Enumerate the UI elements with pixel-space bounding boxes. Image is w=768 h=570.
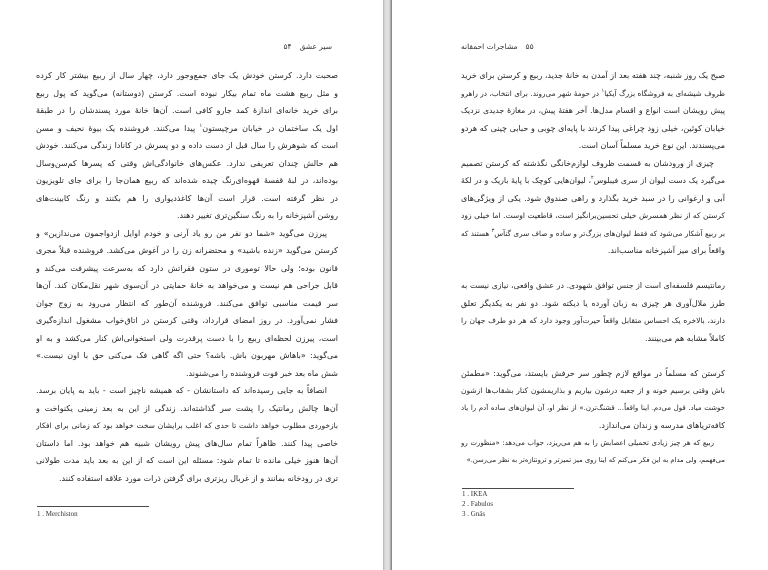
text-line: باش وقتی برسیم خونه و از جعبه درشون بیاریم و بذاریمشون کنار بشقاب‌ها ازشون: [461, 386, 725, 395]
footnote-rule: [37, 506, 149, 507]
paragraph: [36, 67, 338, 225]
text-line: انصافاً به جایی رسیده‌اند که داستانشان - که همیشه ناچیز است - باید به پایان برسد.: [36, 386, 327, 395]
text-line: است که شوهرش را سال قبل از دست داده و دو پسرش در کانادا زندگی می‌کنند. خودش: [36, 141, 338, 150]
running-title: سیر عشق: [299, 42, 332, 51]
page-number: ۵۴: [283, 42, 292, 51]
text-line: هم حالش چندان تعریفی ندارد. عکس‌های خانوادگی‌اش وقتی که پسرها کم‌سن‌وسال: [36, 158, 338, 168]
text-section: [461, 277, 725, 347]
running-head: [461, 40, 661, 54]
text-line: [461, 172, 725, 190]
page-text: [461, 67, 725, 470]
text-line: می‌فهمم، ولی مدام به این فکر می‌کنم که اینا روی میز تمیزتر و ترونتازه‌تر به نظر می‌رسن.»: [466, 456, 725, 464]
paragraph: [461, 277, 725, 347]
text-line: صبح یک روز شنبه، چند هفته بعد از آمدن به خانهٔ جدید، ربیع و کرستن برای خرید: [461, 71, 725, 80]
right-page: [392, 0, 768, 570]
footnote: 1 . IKEA: [462, 490, 488, 498]
text-line: کرستن می‌گوید «زنده باشید» و محتضرانه زن را در آغوش می‌کشد. فروشنده قبلاً مجری: [36, 246, 338, 255]
text-line: در نظر گرفته است. قرار است آن‌ها کاغذدیواری را هم بکنند و رنگ کابینت‌های: [36, 193, 338, 203]
page-text: [36, 67, 338, 487]
running-head: [36, 40, 332, 54]
text-line: برای خرید خانه‌ای اندازهٔ کمد جارو کافی است. آن‌ها خانهٔ مورد پسندشان را در طبقهٔ: [36, 106, 338, 115]
paragraph: [36, 382, 338, 487]
text-line: کرستن که مسلماً در مواقع لازم چطور سر حرفش بایستد، می‌گوید: «مطمئن: [461, 368, 725, 378]
paragraph: [36, 225, 338, 383]
text-line: کافه‌تریاهای مدرسه و زندان می‌اندازد.: [598, 421, 725, 430]
left-page: [0, 0, 383, 570]
footnote-marker: ۳: [491, 227, 495, 234]
text-line: آن‌ها هنوز خیلی مانده تا تمام شود: مسئله این است که از این به بعد باید مدت طولانی‌: [36, 456, 338, 465]
text-section: [461, 365, 725, 470]
text-segment: می‌گیرد یک دست لیوان از سری فیبلوس: [593, 176, 725, 185]
text-line: قابل جراحی هم نیست و می‌خواهد به خانهٔ حمایتی در آن‌سوی شهر نقل‌مکان کند. آن‌ها: [36, 281, 338, 290]
text-line: فشار نمی‌آورد. در روز امضای قرارداد، وقتی کرستن در اتاق‌خواب مشغول اندازه‌گیری: [36, 316, 338, 325]
footnote-marker: ۱: [601, 87, 605, 94]
text-line: سر قیمت مناسبی توافق می‌کنند. فروشنده آن‌طور که انتظار می‌رود به زوج جوان: [36, 298, 338, 308]
text-segment: ظروف شیشه‌ای به فروشگاه بزرگ آیکیا: [604, 88, 725, 98]
text-section: [36, 67, 338, 487]
paragraph: [461, 435, 725, 470]
running-title: مشاجرات احمقانه: [461, 42, 518, 51]
text-line: بوده‌اند، در لبهٔ قفسهٔ قهوه‌ای‌رنگ چیده شده‌اند که ربیع همان‌جا را برای جای تلویزیون: [36, 176, 338, 185]
text-line: [461, 85, 725, 103]
footnote: 3 . Gnäs: [462, 510, 486, 518]
text-line: صحبت دارد. کرستن خودش یک جای جمع‌وجور دارد، چهار سال از ربیع بیشتر کار کرده: [36, 71, 338, 80]
text-line: [36, 120, 338, 138]
footnotes: [37, 509, 78, 519]
text-segment: ، لیوان‌هایی کوچک با پایهٔ باریک و در لکهٔ: [461, 176, 592, 185]
text-line: رمانتیسم فلسفه‌ای است از جنس توافق شهودی. در عشق واقعی، نیازی نیست به: [461, 281, 725, 290]
footnote-marker: ۲: [591, 175, 594, 181]
text-line: ربیع که هر چیز زیادی تحمیلی اعصابش را به هم می‌ریزد، جواب می‌دهد: «منظورت رو: [461, 438, 714, 447]
paragraph: [461, 155, 725, 260]
book-gutter: [383, 0, 392, 570]
text-line: قانون بوده؛ ولی حالا توموری در ستون فقراتش دارد که به‌سرعت پیشرفت می‌کند و: [36, 263, 338, 273]
text-line: چیزی از ورودشان به قسمت ظروف لوازم‌خانگی نگذشته که کرستن تصمیم: [461, 158, 714, 168]
paragraph: [461, 365, 725, 435]
text-line: خوشت میاد. قول می‌دم. اینا واقعاً... قشنگ‌ترن.» از نظر او، آن لیوان‌های ساده آدم را یاد: [461, 403, 725, 412]
footnote: 1 . Merchiston: [37, 510, 78, 518]
text-line: کرستن که از نظر همسرش خیلی تحسین‌برانگیز است، قاطعیت اوست. اما خیلی زود: [461, 211, 725, 220]
text-line: خیابان کوئین، خیلی زود چراغی پیدا کردند با پایه‌ای چوبی و حبابی چینی که هردو: [461, 123, 725, 133]
paragraph: [461, 67, 725, 155]
text-line: است، پیرزن لحظه‌ای ربیع را با دست پرقدرت ولی استخوانی‌اش کنار می‌کشد و به او: [36, 333, 338, 343]
text-segment: اول یک ساختمان در خیابان مرچیستون: [202, 123, 338, 133]
footnote: 2 . Fabulos: [462, 500, 493, 508]
text-line: دارند، بالاخره یک احساس متقابل واقعاً حیرت‌آور وجود دارد که هر دو طرف جهان را: [461, 316, 725, 325]
text-line: پیرزن می‌گوید «شما دو نفر من رو یاد آرنی و خودم اوایل ازدواجمون می‌ندازین» و: [36, 228, 327, 238]
text-line: شش ماه بعد خبر فوت فروشنده را می‌شنوند.: [185, 368, 338, 378]
text-line: بازخوردی مطلوب خواهد داشت تا حدی که اغلب برایشان سخت خواهد بود که زمانی برای افکار: [36, 421, 338, 430]
text-line: [461, 225, 725, 243]
page-number: ۵۵: [525, 42, 534, 51]
text-line: تری در رودخانه بمانند و از غربال ریزتری برای گرفتن ذرات مورد علاقه استفاده کنند.: [59, 473, 338, 483]
text-line: روشن آشپزخانه را به رنگ سنگین‌تری تغییر دهند.: [176, 211, 338, 220]
footnote-marker: ۱: [199, 122, 203, 129]
text-segment: پیدا می‌کنند. فروشنده یک بیوهٔ نحیف و مسن: [36, 123, 200, 133]
text-segment: هستند که: [461, 228, 492, 238]
text-line: آن‌ها چالش رمانتیک را پشت سر گذاشته‌اند. زندگی از این به بعد زمینی یکنواخت و: [36, 403, 338, 413]
text-line: پیش رویشان است انواع و اقسام مدل‌ها. آخر هفتهٔ پیش، در مغازهٔ جدیدی نزدیک: [461, 106, 725, 115]
text-line: می‌گوید: «باهاش مهربون باش. باشه؟ حتی اگه گاهی فک می‌کنی حق با اون نیست.»: [36, 351, 338, 360]
text-line: و مثل ربیع هشت ماه تمام بیکار نبوده است. کرستن (دوستانه) می‌گوید که پول ربیع: [36, 88, 338, 98]
text-line: می‌پسندند. این نوع خرید مسلماً آسان است.: [578, 141, 725, 150]
text-section: [461, 67, 725, 260]
text-line: کاملاً مشابه هم می‌بینند.: [644, 333, 725, 343]
footnotes: [462, 489, 493, 519]
text-segment: در حومهٔ شهر می‌روند. برای انتخاب، در راهرو: [461, 88, 602, 98]
text-line: آبی و ارغوانی را در سبد خرید بگذارد و راهی صندوق شود. یکی از ویژگی‌های: [461, 193, 725, 203]
text-line: طرز ملال‌آوری هر چیزی به زبان آورده یا دیکته شود. دو نفر به یکدیگر تعلق: [461, 298, 725, 308]
text-segment: بر ربیع آشکار می‌شود که فقط لیوان‌های بزرگ‌تر و ساده و صاف سری گنآس: [494, 228, 725, 238]
text-line: خاصی پیدا کنند. ظاهراً تمام سال‌های پیش رویشان شبیه هم خواهد بود. اما داستان: [36, 438, 338, 448]
text-line: واقعاً برای میز آشپزخانه مناسب‌اند.: [607, 246, 725, 255]
